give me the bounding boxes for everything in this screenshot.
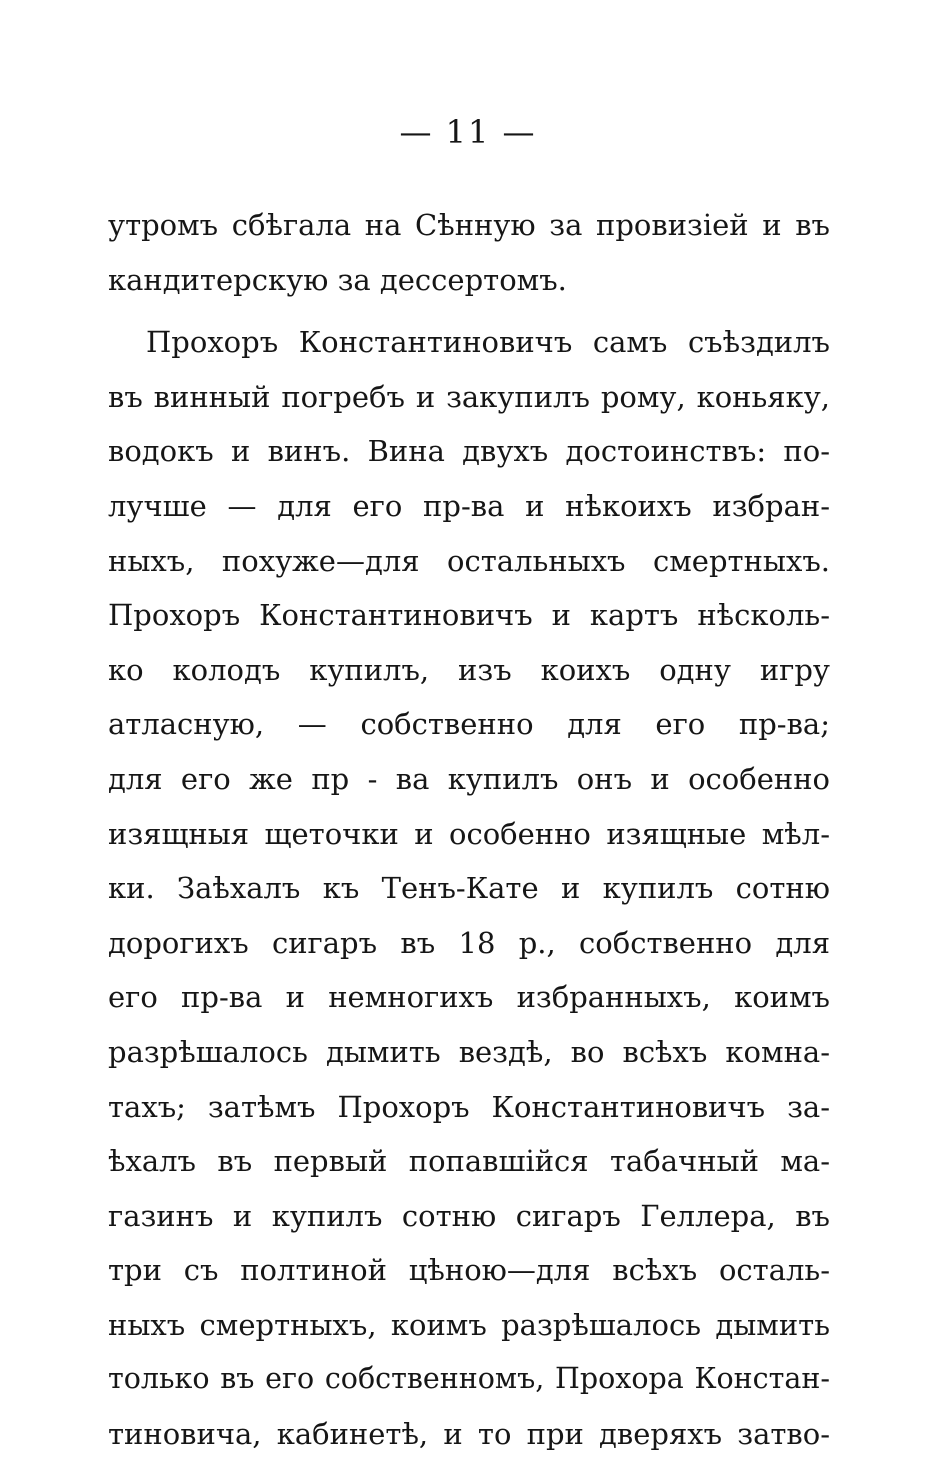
text-line: тахъ; затѣмъ Прохоръ Константиновичъ за- [108,1089,830,1124]
text-line: ныхъ, похуже—для остальныхъ смертныхъ. [108,543,830,578]
text-line: Прохоръ Константиновичъ и картъ нѣсколь- [108,598,830,633]
text-line: въ винный погребъ и закупилъ рому, коньяку, [108,379,830,414]
text-line: водокъ и винъ. Вина двухъ достоинствъ: по- [108,434,830,469]
text-line: тиновича, кабинетѣ, и то при дверяхъ затво- [108,1417,830,1452]
text-line: ѣхалъ въ первый попавшійся табачный ма- [108,1144,830,1179]
text-line: атласную, — собственно для его пр-ва; [108,707,830,742]
text-line: Прохоръ Константиновичъ самъ съѣздилъ [146,325,830,360]
text-line: его пр-ва и немногихъ избранныхъ, коимъ [108,980,830,1015]
text-line: изящныя щеточки и особенно изящные мѣл- [108,816,830,851]
text-line: лучше — для его пр-ва и нѣкоихъ избран- [108,488,830,523]
text-line: разрѣшалось дымить вездѣ, во всѣхъ комна- [108,1034,830,1069]
text-line: ко колодъ купилъ, изъ коихъ одну игру [108,652,830,687]
text-line: дорогихъ сигаръ въ 18 р., собственно для [108,925,830,960]
body-text [108,198,830,1462]
text-line: кандитерскую за дессертомъ. [108,262,567,297]
text-line: утромъ сбѣгала на Сѣнную за провизіей и въ [108,208,830,242]
page-number: — 11 — [399,113,537,151]
paragraph-gap [108,307,830,315]
text-line: только въ его собственномъ, Прохора Констан- [108,1362,830,1396]
text-line: газинъ и купилъ сотню сигаръ Геллера, въ [108,1198,830,1233]
paragraph [108,315,830,1461]
text-line: ки. Заѣхалъ къ Тенъ-Кате и купилъ сотню [108,871,830,906]
paragraph [108,198,830,307]
text-line: три съ полтиной цѣною—для всѣхъ осталь- [108,1253,830,1288]
text-line: ныхъ смертныхъ, коимъ разрѣшалось дымить [108,1307,830,1342]
text-line: для его же пр - ва купилъ онъ и особенно [108,761,830,796]
